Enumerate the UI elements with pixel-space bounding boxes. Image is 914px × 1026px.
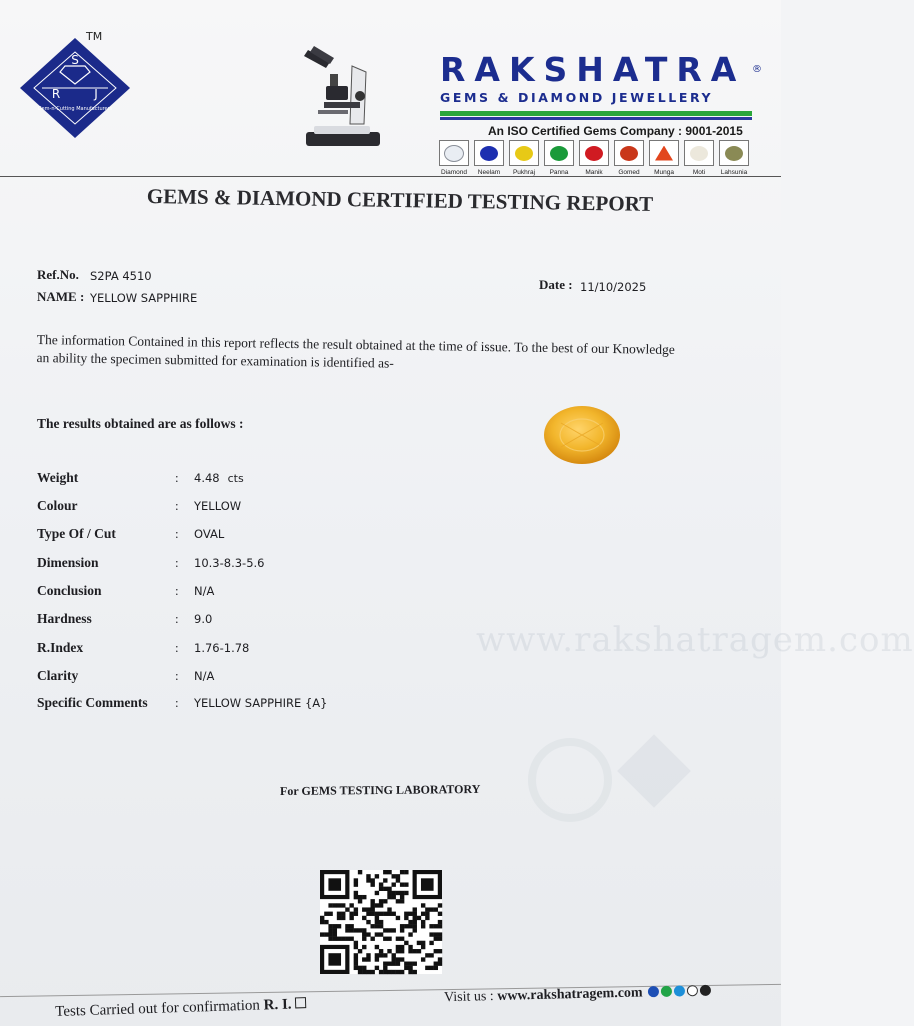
result-value-text: 1.76-1.78 [194, 641, 250, 655]
website-link[interactable]: www.rakshatragem.com [497, 985, 643, 1004]
date-label: Date : [539, 277, 573, 292]
result-value [194, 696, 327, 710]
gem-label: Neelam [477, 169, 501, 176]
youtube-icon[interactable] [687, 985, 698, 996]
tagline-blue-bar [440, 117, 752, 120]
brand-tagline: GEMS & DIAMOND JEWELLERY [440, 90, 714, 105]
result-value [194, 556, 264, 570]
result-colon: : [175, 583, 179, 598]
result-value [194, 641, 249, 655]
header-divider [0, 176, 781, 177]
pukhraj-gem-icon [509, 140, 539, 166]
result-colon: : [175, 695, 179, 710]
result-value-text: N/A [194, 669, 215, 683]
gem-item-manik [578, 140, 610, 176]
gem-icons-row [438, 140, 758, 184]
gem-item-gomed [613, 140, 645, 176]
result-row-dimension [37, 555, 537, 573]
result-row-hardness [37, 611, 537, 629]
result-row-colour [37, 498, 537, 516]
qr-code[interactable] [320, 870, 442, 974]
result-label: R.Index [37, 640, 84, 655]
gem-item-moti [683, 140, 715, 176]
date-value: 11/10/2025 [580, 280, 647, 294]
result-row-type-of-cut [37, 526, 537, 544]
registered-mark: ® [752, 64, 762, 75]
result-label: Hardness [37, 611, 92, 626]
facebook-icon[interactable] [648, 986, 659, 997]
result-colon: : [175, 470, 179, 485]
watermark-text: www.rakshatragem.com [476, 620, 914, 660]
gem-item-munga [648, 140, 680, 176]
result-row-clarity [37, 668, 537, 686]
result-row-r-index [37, 640, 537, 658]
gem-label: Moti [692, 169, 706, 176]
gem-item-diamond [438, 140, 470, 176]
neelam-gem-icon [474, 140, 504, 166]
whatsapp-icon[interactable] [661, 986, 672, 997]
gem-item-lahsunia [718, 140, 750, 176]
gem-item-panna [543, 140, 575, 176]
report-title: GEMS & DIAMOND CERTIFIED TESTING REPORT [146, 184, 654, 216]
logo-trademark: TM [86, 30, 103, 43]
result-label: Conclusion [37, 583, 102, 598]
result-colon: : [175, 498, 179, 513]
watermark-ring [528, 738, 612, 822]
name-label: NAME : [37, 289, 85, 304]
gem-label: Manik [585, 169, 603, 176]
gem-label: Panna [549, 169, 569, 176]
result-label: Colour [37, 498, 78, 513]
result-value [194, 499, 241, 513]
logo-letter-left: R [51, 87, 61, 101]
result-value-text: YELLOW [194, 499, 242, 513]
results-heading: The results obtained are as follows : [37, 416, 244, 431]
diamond-gem-icon [439, 140, 469, 166]
panna-gem-icon [544, 140, 574, 166]
result-value [194, 584, 214, 598]
result-label: Weight [37, 470, 79, 485]
result-value-text: 10.3-8.3-5.6 [194, 556, 265, 570]
visit-line [444, 984, 711, 1007]
ref-value: S2PA 4510 [90, 269, 152, 283]
visit-label: Visit us : [443, 989, 494, 1006]
rsj-logo [20, 38, 130, 138]
result-label: Clarity [37, 668, 79, 683]
result-value-text: 9.0 [194, 612, 213, 626]
moti-gem-icon [684, 140, 714, 166]
result-label: Type Of / Cut [37, 526, 116, 541]
logo-letter-top: S [71, 53, 79, 67]
watermark-diamond [617, 734, 691, 808]
gem-label: Munga [654, 169, 674, 176]
result-value [194, 669, 214, 683]
gem-item-pukhraj [508, 140, 540, 176]
gem-label: Gomed [618, 169, 640, 176]
ri-checkbox[interactable] [295, 997, 306, 1008]
result-colon: : [175, 555, 179, 570]
logo-caption: Gem-n-Cutting Manufacturers [37, 106, 113, 112]
result-value [194, 612, 212, 626]
result-unit: cts [227, 472, 244, 485]
result-colon: : [175, 668, 179, 683]
result-value-text: N/A [194, 584, 215, 598]
result-label: Specific Comments [37, 695, 148, 710]
gem-label: Pukhraj [512, 169, 536, 176]
tagline-green-bar [440, 111, 752, 116]
result-value [194, 527, 224, 541]
yellow-sapphire-stone-image [541, 403, 623, 467]
ref-label: Ref.No. [37, 267, 79, 282]
gomed-gem-icon [614, 140, 644, 166]
logo-letter-right: J [94, 87, 98, 101]
gem-label: Lahsunia [720, 169, 748, 176]
brand-name: RAKSHATRA [440, 50, 746, 89]
result-value [194, 471, 244, 485]
result-colon: : [175, 611, 179, 626]
result-value-text: OVAL [194, 527, 225, 541]
instagram-icon[interactable] [700, 985, 711, 996]
iso-certification: An ISO Certified Gems Company : 9001-2015 [488, 124, 743, 138]
result-colon: : [175, 526, 179, 541]
result-colon: : [175, 640, 179, 655]
twitter-icon[interactable] [674, 985, 685, 996]
result-row-conclusion [37, 583, 537, 601]
tests-text: Tests Carried out for confirmation [55, 997, 261, 1020]
lab-signature-label: For GEMS TESTING LABORATORY [279, 781, 481, 799]
munga-gem-icon [649, 140, 679, 166]
microscope-icon [300, 46, 388, 150]
tests-note [55, 996, 307, 1021]
name-value: YELLOW SAPPHIRE [90, 291, 198, 305]
result-value-text: YELLOW SAPPHIRE {A} [194, 696, 328, 710]
lahsunia-gem-icon [719, 140, 749, 166]
gem-label: Diamond [440, 169, 467, 176]
gem-item-neelam [473, 140, 505, 176]
intro-paragraph: The information Contained in this report reflects the result obtained at the time of issue. To the best of our Knowledge an ability the specimen submitted for examination is identified as- [36, 331, 675, 371]
result-label: Dimension [37, 555, 99, 570]
result-row-specific-comments [37, 695, 537, 713]
manik-gem-icon [579, 140, 609, 166]
ri-label: R. I. [263, 996, 292, 1014]
result-value-text: 4.48 [194, 471, 220, 485]
result-row-weight [37, 470, 537, 488]
